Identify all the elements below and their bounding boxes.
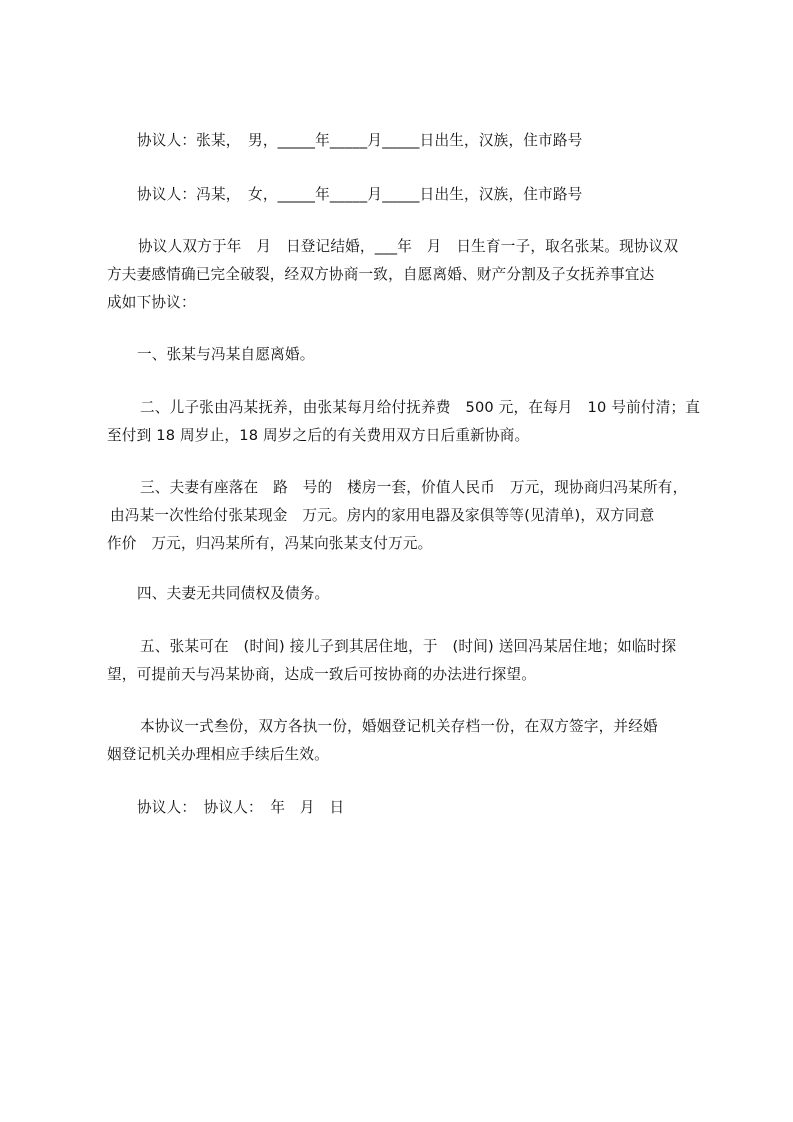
clause-5-paragraph xyxy=(107,633,676,689)
clause-4-paragraph xyxy=(137,580,329,608)
party-1-line xyxy=(137,127,582,155)
clause-6-line-2: 姻登记机关办理相应手续后生效。 xyxy=(107,746,329,763)
clause-4-text: 四、夫妻无共同债权及债务。 xyxy=(137,585,330,602)
clause-2-paragraph xyxy=(107,394,700,450)
clause-2-line-1: 二、儿子张由冯某抚养，由张某每月给付抚养费 500 元，在每月 10 号前付清；直 xyxy=(140,399,701,416)
intro-line-2: 方夫妻感情确已完全破裂，经双方协商一致，自愿离婚、财产分割及子女抚养事宜达 xyxy=(107,266,655,283)
party-2-text: 协议人：冯某， 女，_____年_____月_____日出生，汉族，住市路号 xyxy=(137,186,583,203)
clause-5-line-2: 望，可提前天与冯某协商，达成一致后可按协商的办法进行探望。 xyxy=(107,666,537,683)
intro-line-1: 协议人双方于年 月 日登记结婚，___年 月 日生育一子，取名张某。现协议双 xyxy=(138,238,679,255)
clause-3-line-3: 作价 万元，归冯某所有，冯某向张某支付万元。 xyxy=(107,535,433,552)
clause-1-text: 一、张某与冯某自愿离婚。 xyxy=(137,346,315,363)
party-1-text: 协议人：张某， 男，_____年_____月_____日出生，汉族，住市路号 xyxy=(137,132,583,149)
signature-text: 协议人： 协议人： 年 月 日 xyxy=(137,799,345,816)
clause-6-line-1: 本协议一式叁份，双方各执一份，婚姻登记机关存档一份，在双方签字，并经婚 xyxy=(140,718,658,735)
clause-5-line-1: 五、张某可在 (时间) 接儿子到其居住地，于 (时间) 送回冯某居住地；如临时探 xyxy=(140,638,677,655)
intro-paragraph xyxy=(107,233,678,317)
clause-3-line-2: 由冯某一次性给付张某现金 万元。房内的家用电器及家俱等等(见清单)，双方同意 xyxy=(110,507,655,524)
clause-6-paragraph xyxy=(107,713,658,769)
party-2-line xyxy=(137,181,582,209)
signature-line xyxy=(137,794,344,822)
clause-3-paragraph xyxy=(107,474,687,558)
clause-1-paragraph xyxy=(137,341,315,369)
intro-line-3: 成如下协议： xyxy=(107,294,196,311)
clause-2-line-2: 至付到 18 周岁止，18 周岁之后的有关费用双方日后重新协商。 xyxy=(107,427,530,444)
clause-3-line-1: 三、夫妻有座落在 路 号的 楼房一套，价值人民币 万元，现协商归冯某所有， xyxy=(140,479,688,496)
